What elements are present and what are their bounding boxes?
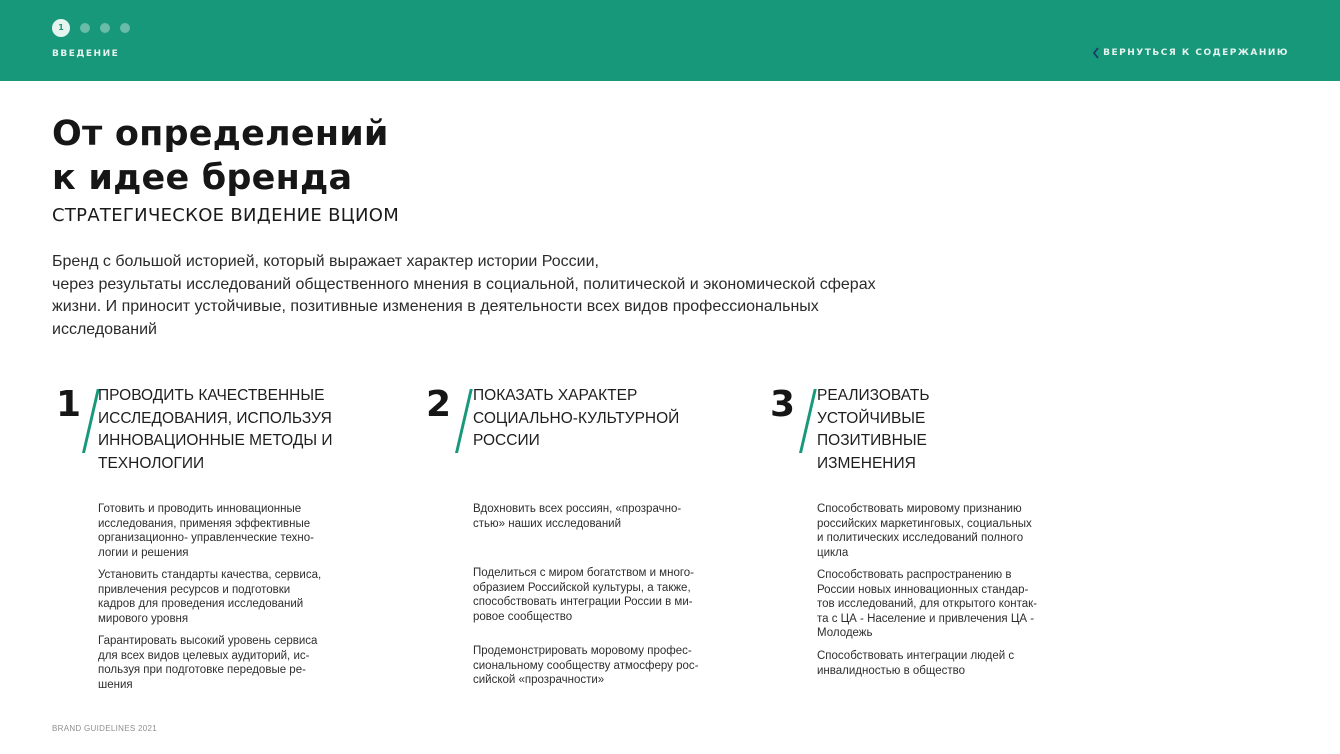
goal-item	[817, 649, 1014, 678]
item-line: России новых инновационных стандар-	[817, 583, 1029, 596]
intro-line: исследований	[52, 320, 157, 338]
back-to-contents-link[interactable]	[1092, 47, 1289, 59]
goal-item	[817, 568, 1037, 641]
page-dot[interactable]	[100, 23, 110, 33]
item-line: стью» наших исследований	[473, 517, 622, 530]
item-line: исследования, применяя эффективные	[98, 517, 311, 530]
goal-heading-line: ТЕХНОЛОГИИ	[98, 454, 205, 472]
item-line: инвалидностью в общество	[817, 664, 965, 677]
goal-number: 1	[56, 384, 82, 425]
chevron-left-icon	[1092, 47, 1100, 59]
goal-heading-line: ИЗМЕНЕНИЯ	[817, 454, 916, 472]
item-line: Молодежь	[817, 627, 873, 639]
goal-item	[473, 566, 694, 624]
goal-heading-line: РЕАЛИЗОВАТЬ	[817, 387, 930, 404]
item-line: Продемонстрировать моровому профес-	[473, 645, 692, 657]
item-line: Способствовать мировому признанию	[817, 503, 1022, 515]
item-line: образием Российской культуры, а также,	[473, 581, 691, 594]
footer-label: BRAND GUIDELINES 2021	[52, 724, 158, 733]
accent-slash	[455, 389, 472, 453]
item-line: пользуя при подготовке передовые ре-	[98, 664, 306, 676]
goal-heading-line: ИННОВАЦИОННЫЕ МЕТОДЫ И	[98, 432, 333, 449]
item-line: тов исследований, для открытого контак-	[817, 598, 1037, 610]
item-line: сийской «прозрачности»	[473, 674, 605, 686]
intro-line: жизни. И приносит устойчивые, позитивные изменения в деятельности всех видов профессиональных	[52, 298, 819, 315]
goal-heading-line: ПРОВОДИТЬ КАЧЕСТВЕННЫЕ	[98, 387, 325, 404]
accent-slash	[799, 389, 816, 453]
page-dot-active[interactable]: 1	[52, 19, 70, 37]
page-indicator	[52, 19, 130, 37]
goal-heading	[98, 385, 333, 475]
page-dot[interactable]	[80, 23, 90, 33]
intro-line: через результаты исследований общественного мнения в социальной, политической и экономической сферах	[52, 275, 876, 293]
goal-item	[98, 568, 321, 626]
item-line: ровое сообщество	[473, 610, 573, 623]
goal-heading-line: ПОЗИТИВНЫЕ	[817, 432, 927, 449]
accent-slash	[82, 389, 99, 453]
item-line: Поделиться с миром богатством и много-	[473, 567, 695, 579]
top-bar	[0, 0, 1340, 81]
goal-heading	[473, 385, 679, 453]
page-dot[interactable]	[120, 23, 130, 33]
goal-heading-line: ИССЛЕДОВАНИЯ, ИСПОЛЬЗУЯ	[98, 409, 332, 427]
item-line: Вдохновить всех россиян, «прозрачно-	[473, 503, 682, 515]
page-title	[52, 112, 389, 200]
goal-number: 2	[426, 384, 452, 425]
goal-item	[817, 502, 1032, 560]
title-line: От определений	[52, 114, 389, 154]
goal-heading-line: УСТОЙЧИВЫЕ	[817, 409, 926, 427]
goal-item	[98, 634, 317, 692]
goal-heading-line: РОССИИ	[473, 432, 540, 449]
item-line: цикла	[817, 546, 849, 559]
back-link-label: ВЕРНУТЬСЯ К СОДЕРЖАНИЮ	[1103, 48, 1289, 58]
goal-item	[473, 502, 681, 531]
intro-paragraph	[52, 251, 1062, 341]
goal-heading	[817, 385, 930, 475]
item-line: Гарантировать высокий уровень сервиса	[98, 635, 318, 647]
item-line: Установить стандарты качества, сервиса,	[98, 569, 322, 581]
item-line: логии и решения	[98, 546, 189, 559]
item-line: организационно- управленческие техно-	[98, 532, 314, 544]
goal-number: 3	[770, 384, 796, 425]
title-line: к идее бренда	[52, 158, 353, 198]
item-line: Способствовать интеграции людей с	[817, 650, 1015, 662]
item-line: сиональному сообществу атмосферу рос-	[473, 659, 699, 672]
goal-item	[473, 644, 698, 688]
goal-heading-line: СОЦИАЛЬНО-КУЛЬТУРНОЙ	[473, 409, 680, 427]
item-line: привлечения ресурсов и подготовки	[98, 583, 291, 596]
goal-heading-line: ПОКАЗАТЬ ХАРАКТЕР	[473, 387, 638, 404]
goal-item	[98, 502, 314, 560]
item-line: мирового уровня	[98, 612, 189, 625]
page-subtitle: СТРАТЕГИЧЕСКОЕ ВИДЕНИЕ ВЦИОМ	[52, 205, 400, 226]
item-line: кадров для проведения исследований	[98, 598, 304, 610]
item-line: и политических исследований полного	[817, 532, 1024, 544]
section-label: ВВЕДЕНИЕ	[52, 49, 120, 59]
item-line: Способствовать распространению в	[817, 569, 1012, 581]
item-line: Готовить и проводить инновационные	[98, 503, 302, 515]
item-line: та с ЦА - Население и привлечения ЦА -	[817, 612, 1035, 625]
intro-line: Бренд с большой историей, который выражает характер истории России,	[52, 253, 599, 270]
item-line: российских маркетинговых, социальных	[817, 517, 1032, 530]
item-line: шения	[98, 678, 133, 691]
item-line: способствовать интеграции России в ми-	[473, 596, 693, 608]
item-line: для всех видов целевых аудиторий, ис-	[98, 649, 310, 662]
